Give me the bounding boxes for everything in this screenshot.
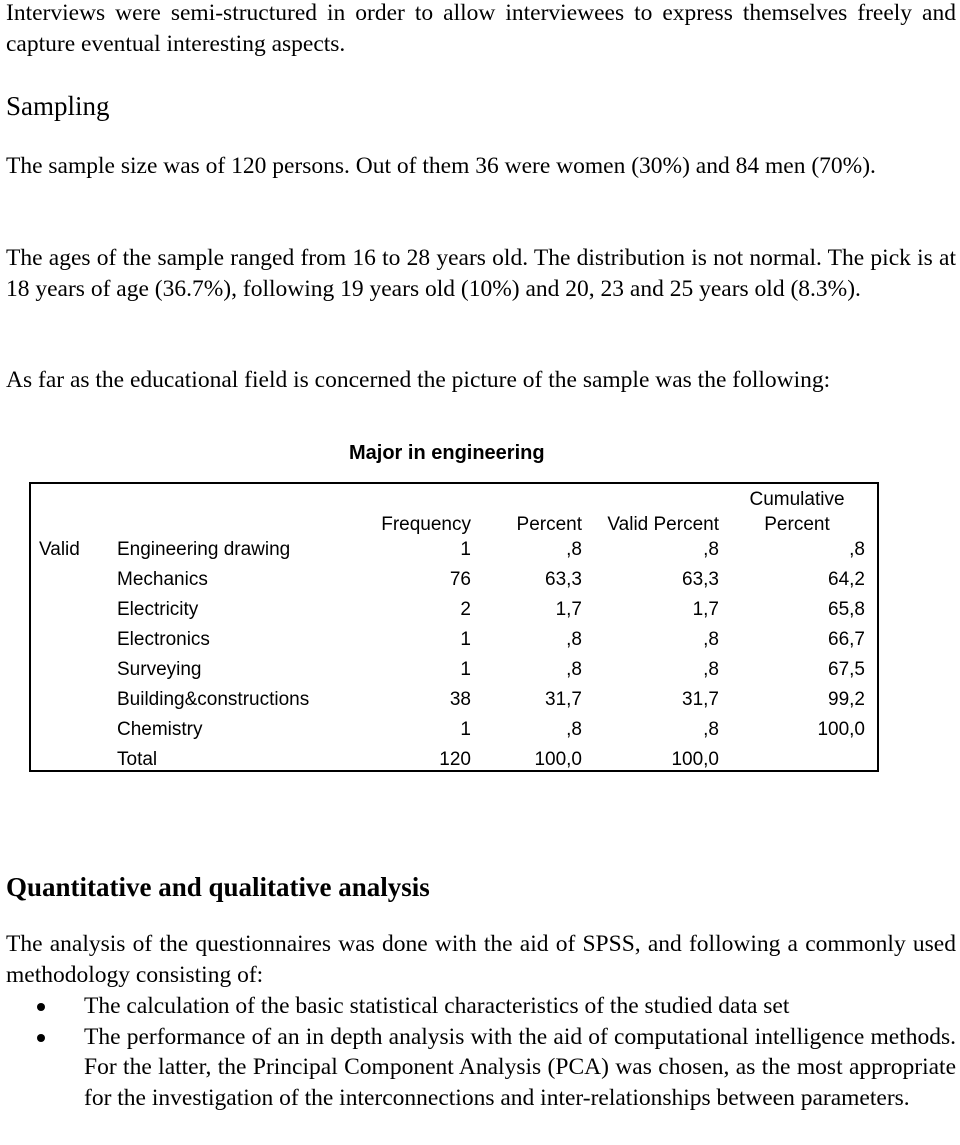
header-cumulative-line1: Cumulative — [749, 489, 845, 510]
analysis-bullets-wrap — [6, 991, 956, 1113]
bullet-text: The calculation of the basic statistical characteristics of the studied data set — [84, 993, 790, 1019]
table-cell-valid-percent: ,8 — [703, 629, 719, 650]
table-cell-percent: ,8 — [566, 719, 582, 740]
table-cell-frequency: 1 — [460, 719, 471, 740]
sampling-section-heading-wrap — [6, 89, 110, 123]
table-cell-valid-percent: 100,0 — [671, 749, 719, 770]
table-row-label: Engineering drawing — [117, 539, 291, 560]
table-cell-frequency: 1 — [460, 659, 471, 680]
table-cell-percent: 31,7 — [545, 689, 582, 710]
table-cell-frequency: 1 — [460, 629, 471, 650]
table-row-label: Surveying — [117, 659, 202, 680]
header-frequency: Frequency — [381, 514, 471, 535]
table-row-label: Building&constructions — [117, 689, 310, 710]
sampling-paragraph-3-wrap — [6, 365, 956, 396]
header-cumulative-line2: Percent — [764, 514, 830, 535]
table-cell-frequency: 76 — [449, 569, 471, 590]
table-cell-valid-percent: 63,3 — [682, 569, 719, 590]
frequency-table — [29, 442, 879, 782]
sampling-paragraph-3: As far as the educational field is concerned the picture of the sample was the following: — [6, 367, 831, 393]
sampling-heading: Sampling — [6, 91, 110, 121]
analysis-heading: Quantitative and qualitative analysis — [6, 872, 430, 902]
bullet-dot-icon — [37, 1003, 45, 1011]
group-label-valid: Valid — [39, 539, 80, 560]
table-row-label: Chemistry — [117, 719, 203, 740]
bullet-text: The performance of an in depth analysis with the aid of computational intelligence methods. For the latter, the Principal Component Analysis (PCA) was chosen, as the most appropriate for the investigation of the interconnections and inter-relationships between parameters. — [84, 1023, 956, 1111]
table-row-label: Electronics — [117, 629, 210, 650]
table-cell-frequency: 38 — [449, 689, 471, 710]
bullet-item — [6, 991, 956, 1022]
table-cell-valid-percent: 1,7 — [692, 599, 719, 620]
intro-section — [6, 0, 956, 59]
intro-paragraph: Interviews were semi-structured in order to allow interviewees to express themselves freely and capture eventual interesting aspects. — [6, 0, 956, 57]
table-cell-cumulative: 65,8 — [828, 599, 865, 620]
sampling-paragraph-2-wrap — [6, 243, 956, 304]
analysis-bullet-list — [6, 991, 956, 1113]
table-cell-cumulative: 66,7 — [828, 629, 865, 650]
table-row-label: Mechanics — [117, 569, 208, 590]
table-cell-cumulative: 64,2 — [828, 569, 865, 590]
table-cell-valid-percent: 31,7 — [682, 689, 719, 710]
sampling-paragraph-2: The ages of the sample ranged from 16 to 28 years old. The distribution is not normal. The pick is at 18 years of age (36.7%), following 19 years old (10%) and 20, 23 and 25 years old (8.3%). — [6, 245, 956, 302]
sampling-paragraph-1: The sample size was of 120 persons. Out of them 36 were women (30%) and 84 men (70%). — [6, 153, 876, 179]
table-cell-cumulative: 67,5 — [828, 659, 865, 680]
analysis-heading-wrap — [6, 870, 430, 904]
table-cell-valid-percent: ,8 — [703, 539, 719, 560]
table-row-label: Electricity — [117, 599, 199, 620]
table-cell-frequency: 120 — [439, 749, 471, 770]
analysis-paragraph-wrap — [6, 929, 956, 990]
table-row-label: Total — [117, 749, 158, 770]
header-percent: Percent — [516, 514, 582, 535]
table-cell-frequency: 2 — [460, 599, 471, 620]
analysis-paragraph: The analysis of the questionnaires was done with the aid of SPSS, and following a commonly used methodology consisting of: — [6, 931, 956, 988]
table-cell-valid-percent: ,8 — [703, 659, 719, 680]
bullet-dot-icon — [37, 1034, 45, 1042]
table-cell-percent: 100,0 — [534, 749, 582, 770]
table-cell-cumulative: 100,0 — [817, 719, 865, 740]
table-cell-percent: ,8 — [566, 539, 582, 560]
table-cell-percent: ,8 — [566, 629, 582, 650]
table-cell-frequency: 1 — [460, 539, 471, 560]
sampling-paragraph-1-wrap — [6, 151, 956, 182]
header-valid-percent: Valid Percent — [607, 514, 719, 535]
table-title: Major in engineering — [349, 442, 545, 464]
table-cell-percent: 63,3 — [545, 569, 582, 590]
table-cell-percent: 1,7 — [555, 599, 582, 620]
bullet-item — [6, 1022, 956, 1114]
table-cell-cumulative: 99,2 — [828, 689, 865, 710]
table-cell-cumulative: ,8 — [849, 539, 865, 560]
table-cell-valid-percent: ,8 — [703, 719, 719, 740]
table-cell-percent: ,8 — [566, 659, 582, 680]
